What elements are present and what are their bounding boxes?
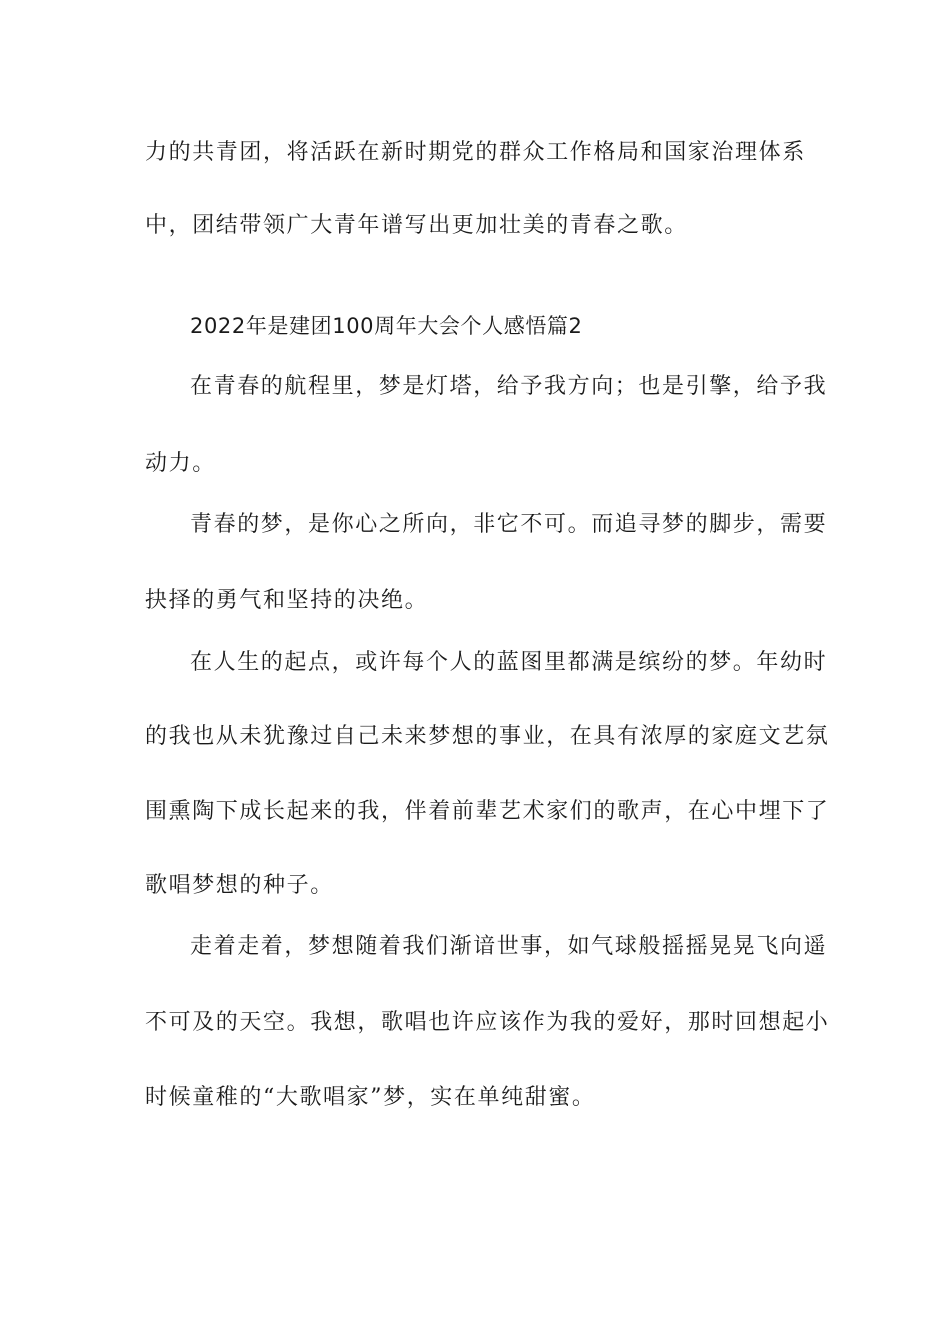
paragraph-2-line-1: 在青春的航程里，梦是灯塔，给予我方向；也是引擎，给予我 [190, 374, 828, 399]
paragraph-1-line-2: 中，团结带领广大青年谱写出更加壮美的青春之歌。 [145, 213, 688, 238]
paragraph-1-line-1: 力的共青团，将活跃在新时期党的群众工作格局和国家治理体系 [145, 140, 806, 165]
paragraph-4-line-3: 围熏陶下成长起来的我，伴着前辈艺术家们的歌声，在心中埋下了 [145, 799, 830, 824]
paragraph-4-line-1: 在人生的起点，或许每个人的蓝图里都满是缤纷的梦。年幼时 [190, 650, 828, 675]
paragraph-4-line-2: 的我也从未犹豫过自己未来梦想的事业，在具有浓厚的家庭文艺氛 [145, 724, 830, 749]
paragraph-3-line-2: 抉择的勇气和坚持的决绝。 [145, 588, 429, 613]
paragraph-4-line-4: 歌唱梦想的种子。 [145, 873, 334, 898]
paragraph-5-line-2: 不可及的天空。我想，歌唱也许应该作为我的爱好，那时回想起小 [145, 1010, 830, 1035]
paragraph-5-line-3: 时候童稚的“大歌唱家”梦，实在单纯甜蜜。 [145, 1085, 596, 1110]
paragraph-5-line-1: 走着走着，梦想随着我们渐谙世事，如气球般摇摇晃晃飞向遥 [190, 934, 828, 959]
section-heading: 2022年是建团100周年大会个人感悟篇2 [190, 314, 583, 338]
paragraph-2-line-2: 动力。 [145, 451, 216, 476]
paragraph-3-line-1: 青春的梦，是你心之所向，非它不可。而追寻梦的脚步，需要 [190, 512, 828, 537]
